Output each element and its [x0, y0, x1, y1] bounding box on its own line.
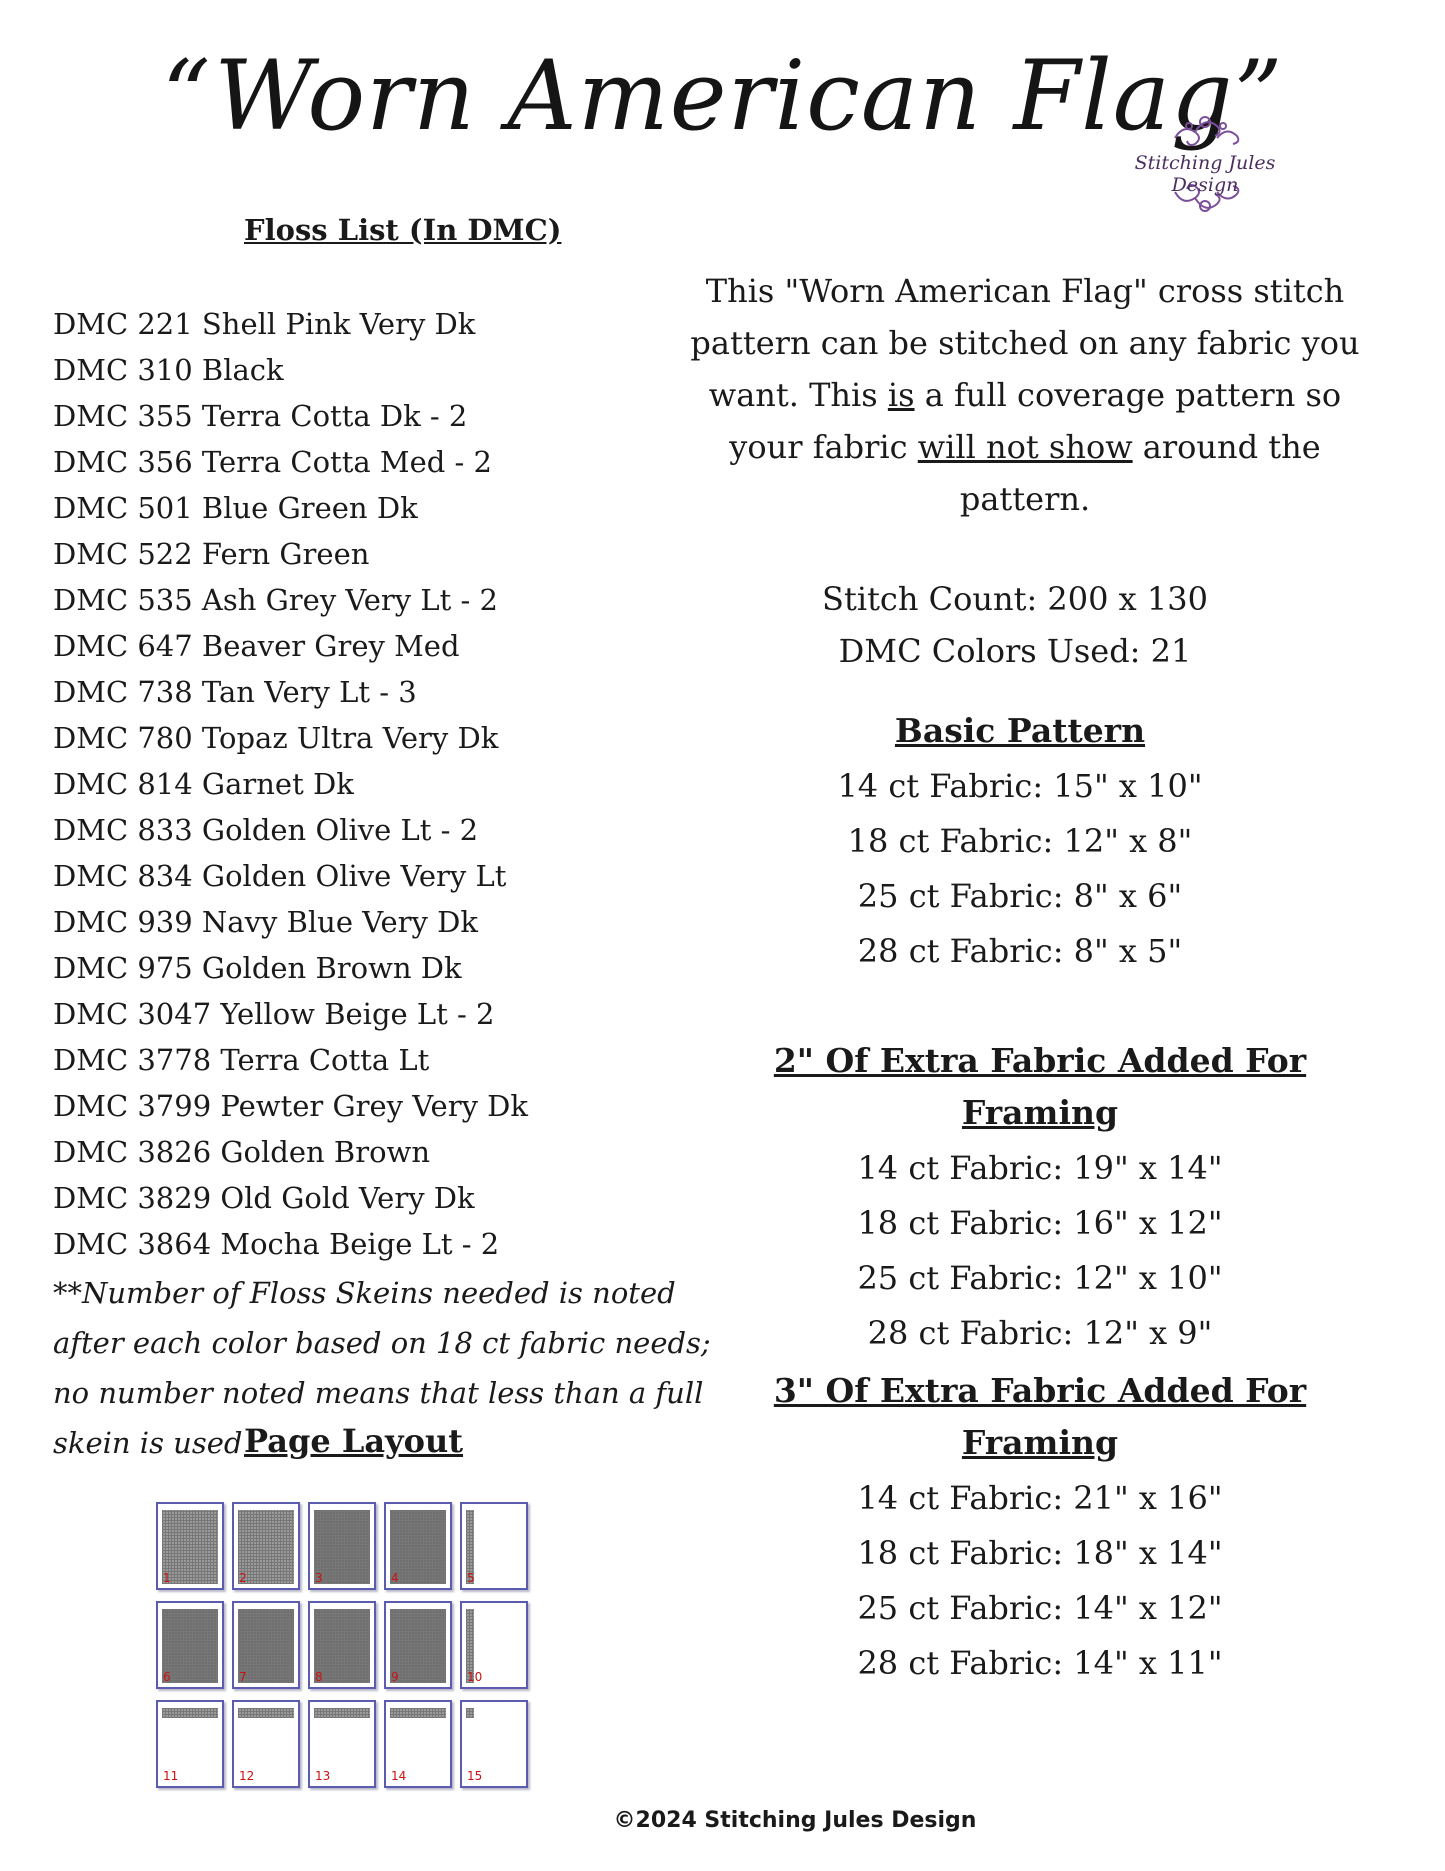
page-number: 3: [315, 1571, 323, 1585]
page-thumbnail: [384, 1502, 452, 1590]
fabric-size-row: 18 ct Fabric: 12" x 8": [847, 822, 1193, 860]
floss-item: DMC 3829 Old Gold Very Dk: [53, 1181, 475, 1215]
copyright-footer: ©2024 Stitching Jules Design: [613, 1808, 977, 1833]
floss-item: DMC 221 Shell Pink Very Dk: [53, 307, 476, 341]
section-heading: 2" Of Extra Fabric Added For Framing: [773, 1041, 1307, 1132]
page-thumbnail: [460, 1502, 528, 1590]
three-inch-framing-section: [700, 1365, 1380, 1691]
floss-item: DMC 738 Tan Very Lt - 3: [53, 675, 417, 709]
floss-item: DMC 3778 Terra Cotta Lt: [53, 1043, 430, 1077]
page-thumbnail: [156, 1601, 224, 1689]
page-layout-thumbnails: [156, 1502, 536, 1798]
floss-item: DMC 833 Golden Olive Lt - 2: [53, 813, 479, 847]
floss-item: DMC 535 Ash Grey Very Lt - 2: [53, 583, 498, 617]
page-thumbnail: [308, 1601, 376, 1689]
floss-item: DMC 310 Black: [53, 353, 284, 387]
page-thumbnail: [384, 1601, 452, 1689]
page-thumbnail: [156, 1700, 224, 1788]
fabric-size-row: 25 ct Fabric: 8" x 6": [857, 877, 1183, 915]
page-number: 9: [391, 1670, 399, 1684]
floss-item: DMC 814 Garnet Dk: [53, 767, 354, 801]
floss-item: DMC 3826 Golden Brown: [53, 1135, 431, 1169]
page-thumbnail: [232, 1601, 300, 1689]
floss-item: DMC 975 Golden Brown Dk: [53, 951, 462, 985]
page-number: 13: [315, 1769, 331, 1783]
brand-logo: [1105, 108, 1305, 218]
page-number: 15: [467, 1769, 483, 1783]
floss-item: DMC 834 Golden Olive Very Lt: [53, 859, 507, 893]
description-emphasis: is: [887, 376, 915, 414]
fabric-size-row: 14 ct Fabric: 15" x 10": [837, 767, 1203, 805]
page-number: 2: [239, 1571, 247, 1585]
page-number: 7: [239, 1670, 247, 1684]
page-thumbnail: [308, 1700, 376, 1788]
basic-pattern-section: [720, 705, 1320, 979]
fabric-size-row: 28 ct Fabric: 8" x 5": [857, 932, 1183, 970]
section-heading: 3" Of Extra Fabric Added For Framing: [773, 1371, 1307, 1462]
description-text: a full coverage pattern so your fabric: [729, 376, 1342, 466]
page-number: 12: [239, 1769, 255, 1783]
floss-item: DMC 3864 Mocha Beige Lt - 2: [53, 1227, 500, 1261]
page-thumbnail: [460, 1700, 528, 1788]
floss-item: DMC 501 Blue Green Dk: [53, 491, 418, 525]
floss-skein-note: **Number of Floss Skeins needed is noted after each color based on 18 ct fabric needs; no number noted means that less than a full skein is used: [53, 1276, 711, 1460]
pattern-stats: [700, 573, 1330, 677]
page-layout-heading: Page Layout: [244, 1422, 464, 1460]
description-text: around the pattern.: [959, 428, 1321, 518]
fabric-size-row: 18 ct Fabric: 18" x 14": [857, 1534, 1223, 1572]
fabric-size-row: 28 ct Fabric: 14" x 11": [857, 1644, 1223, 1682]
page-thumbnail: [232, 1502, 300, 1590]
fabric-size-row: 14 ct Fabric: 19" x 14": [857, 1149, 1223, 1187]
floss-item: DMC 939 Navy Blue Very Dk: [53, 905, 478, 939]
floss-item: DMC 355 Terra Cotta Dk - 2: [53, 399, 468, 433]
floss-item: DMC 522 Fern Green: [53, 537, 370, 571]
description-text: This "Worn American Flag" cross stitch pattern can be stitched on any fabric you want. This: [690, 272, 1360, 414]
fabric-size-row: 28 ct Fabric: 12" x 9": [867, 1314, 1213, 1352]
floss-item: DMC 3047 Yellow Beige Lt - 2: [53, 997, 495, 1031]
page-thumbnail: [460, 1601, 528, 1689]
page-thumbnail: [384, 1700, 452, 1788]
fabric-size-row: 25 ct Fabric: 14" x 12": [857, 1589, 1223, 1627]
page-number: 5: [467, 1571, 475, 1585]
logo-text: Stitching Jules Design: [1134, 152, 1276, 196]
page-number: 4: [391, 1571, 399, 1585]
fabric-size-row: 18 ct Fabric: 16" x 12": [857, 1204, 1223, 1242]
two-inch-framing-section: [700, 1035, 1380, 1361]
section-heading: Basic Pattern: [894, 711, 1146, 750]
stitch-count: Stitch Count: 200 x 130: [822, 580, 1208, 618]
floss-item: DMC 647 Beaver Grey Med: [53, 629, 460, 663]
colors-used: DMC Colors Used: 21: [838, 632, 1192, 670]
fabric-size-row: 14 ct Fabric: 21" x 16": [857, 1479, 1223, 1517]
floss-list-heading: Floss List (In DMC): [244, 213, 562, 247]
page-thumbnail: [232, 1700, 300, 1788]
fabric-size-row: 25 ct Fabric: 12" x 10": [857, 1259, 1223, 1297]
floss-item: DMC 3799 Pewter Grey Very Dk: [53, 1089, 528, 1123]
page-number: 8: [315, 1670, 323, 1684]
floss-list: [53, 301, 528, 1267]
pattern-description: [690, 265, 1360, 525]
floss-item: DMC 780 Topaz Ultra Very Dk: [53, 721, 499, 755]
page-thumbnail: [308, 1502, 376, 1590]
page-number: 11: [163, 1769, 179, 1783]
page-number: 6: [163, 1670, 171, 1684]
page-title: “Worn American Flag”: [161, 40, 1284, 152]
page-number: 14: [391, 1769, 407, 1783]
page-thumbnail: [156, 1502, 224, 1590]
floss-item: DMC 356 Terra Cotta Med - 2: [53, 445, 492, 479]
page-number: 10: [467, 1670, 483, 1684]
description-emphasis: will not show: [917, 428, 1133, 466]
page-number: 1: [163, 1571, 171, 1585]
